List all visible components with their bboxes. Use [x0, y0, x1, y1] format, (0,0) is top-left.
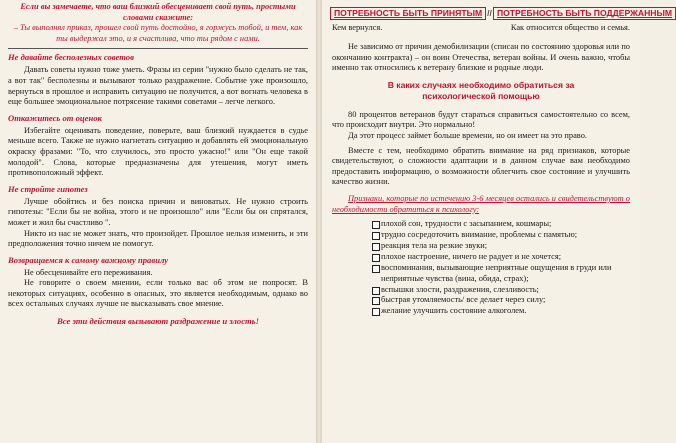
- header-tab-supported: ПОТРЕБНОСТЬ БЫТЬ ПОДДЕРЖАННЫМ: [493, 7, 676, 20]
- subtitle-returned: Кем вернулся.: [332, 23, 383, 32]
- paragraph: Да этот процесс займет больше времени, но он имеет на это право.: [348, 130, 587, 140]
- signs-list: [332, 219, 630, 317]
- intro-quote: – Ты выполнял приказ, прошел свой путь достойно, я горжусь тобой, и тем, как ты выдержал это, и я счастлива, что ты рядом с нами.: [13, 23, 303, 43]
- paragraph: Не зависимо от причин демобилизации (списан по состоянию здоровья или по окончанию контракта) – он воин Отечества, ветеран войны. И очень важно, чтобы именно так относились к ветерану близкие и родные люди.: [332, 42, 630, 73]
- section-text: Не обесценивайте его переживания.: [24, 267, 153, 277]
- section-text: Не говорите о своем мнении, если только вас об этом не попросят. В некоторых ситуациях, особенно в опасных, это является необходимым, однако во всех остальных случаях лучше не высказывать свое мнение.: [8, 278, 308, 309]
- sign-item: воспоминания, вызывающие неприятные ощущения в груди или неприятные чувства (вина, обида, страх);: [372, 263, 630, 285]
- section-heading: Не давайте бесполезных советов: [8, 52, 134, 63]
- page-header: [330, 3, 673, 21]
- sign-item: желание улучшить состояние алкоголем.: [372, 306, 630, 317]
- header-separator: //: [487, 8, 492, 18]
- section-title-line: психологической помощью: [422, 90, 540, 101]
- section-text: Давать советы нужно тоже уметь. Фразы из серии "нужно было сделать не так, а вот так" бесполезны и вызывают только раздражение. Событие уже произошло, вернуться в прошлое и исправить ситуацию не получится, а вот вогнать человека в еще большее эмоциональное потрясение такими советами – легче легкого.: [8, 65, 308, 107]
- section-heading: Откажитесь от оценок: [8, 112, 102, 123]
- section-heading: Возвращаемся к самому важному правилу: [8, 254, 169, 265]
- sign-item: плохое настроение, ничего не радует и не хочется;: [372, 252, 630, 263]
- divider: [8, 48, 308, 49]
- sign-item: трудно сосредоточить внимание, проблемы с памятью;: [372, 230, 630, 241]
- intro-lead: Если вы замечаете, что ваш близкий обесценивает свой путь, простыми словами скажите:: [20, 2, 296, 22]
- sign-item: плохой сон, трудности с засыпанием, кошмары;: [372, 219, 630, 230]
- section-text: Избегайте оценивать поведение, поверьте, ваш близкий нуждается в судье меньше всего. Также не нужно нагнетать ситуацию и добавлять ей эмоциональную окраску фразами: "То, что случилось, это просто ужасно!" или "Он еще такой молодой". Слова, которые предназначены для утешения, могут иметь противоположный эффект.: [8, 125, 308, 178]
- section-title-line: В каких случаях необходимо обратиться за: [387, 79, 575, 90]
- sign-item: вспышки злости, раздражения, слезливость;: [372, 285, 630, 296]
- left-page: [0, 0, 316, 443]
- signs-intro: Признаки, которые по истечению 3-6 месяцев остались и свидетельствуют о необходимости обратиться к психологу:: [332, 193, 630, 214]
- sign-item: реакция тела на резкие звуки;: [372, 241, 630, 252]
- subtitle-attitude: Как относится общество и семья.: [510, 23, 630, 32]
- section-text: Никто из нас не может знать, что произойдет. Прошлое нельзя изменить, и эти предположения точно ничем не помогут.: [8, 228, 308, 249]
- section-text: Лучше обойтись и без поиска причин и виноватых. Не нужно строить гипотезы: "Если бы не война, этого и не произошло" или "Если бы он спрятался, может и жил бы счастливо ".: [8, 196, 308, 227]
- header-subtitles: [332, 23, 630, 32]
- sign-item: быстрая утомляемость/ все делает через силу;: [372, 295, 630, 306]
- paragraph: Вместе с тем, необходимо обратить внимание на ряд признаков, которые свидетельствуют, о сложности адаптации и в данном случае вам необходимо предоставить информацию, о возможности облегчить свое состояние и улучшить качество жизни.: [332, 145, 630, 187]
- right-page: [322, 0, 673, 443]
- header-tab-accepted: ПОТРЕБНОСТЬ БЫТЬ ПРИНЯТЫМ: [330, 7, 486, 20]
- paragraph: 80 процентов ветеранов будут стараться справиться самостоятельно со всем, что происходит внутри. Это нормально!: [332, 109, 630, 130]
- closing-statement: Все эти действия вызывают раздражение и злость!: [57, 316, 259, 327]
- section-heading: Не стройте гипотез: [8, 183, 88, 194]
- section-title: [332, 80, 630, 102]
